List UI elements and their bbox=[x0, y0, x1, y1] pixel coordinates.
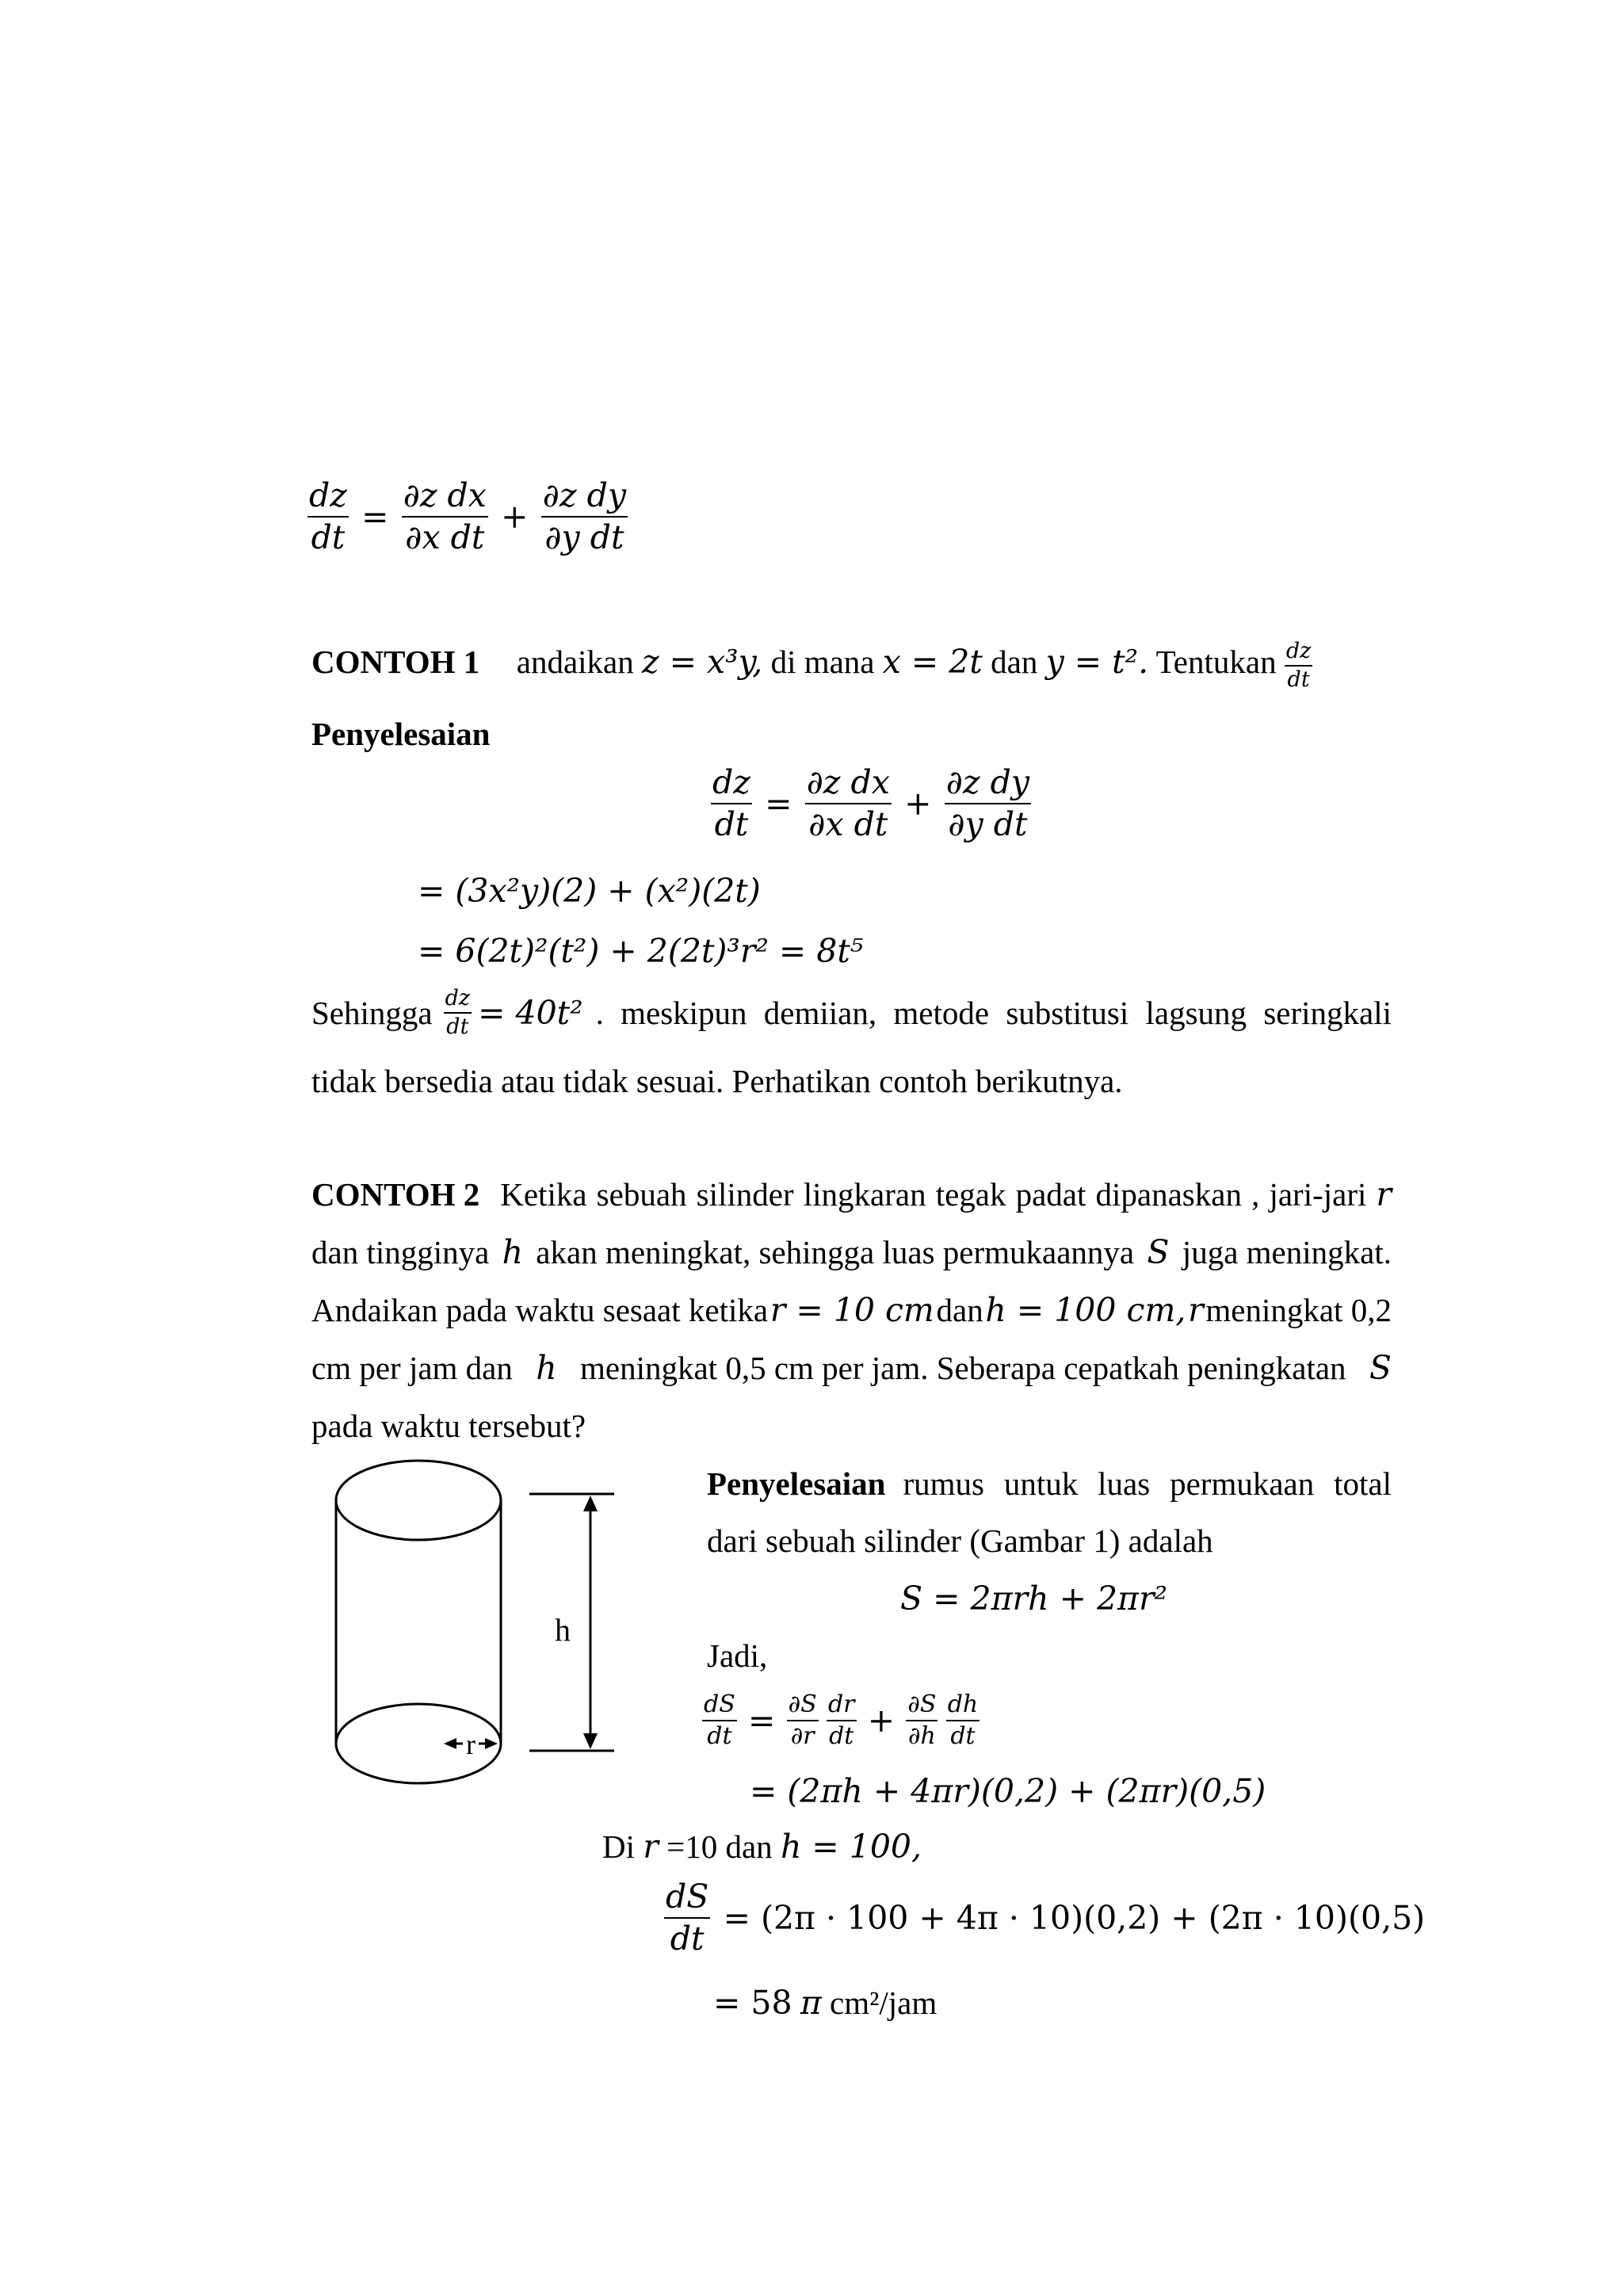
contoh2-line3: Andaikan pada waktu sesaat ketika r = 10 cm dan h = 100 cm, r meningkat 0,2 bbox=[311, 1291, 1392, 1329]
radius-label: r bbox=[466, 1729, 475, 1760]
cylinder-top-ellipse bbox=[336, 1461, 501, 1540]
sol1-line1: = (3x²y)(2) + (x²)(2t) bbox=[418, 872, 761, 910]
dz-dt-fraction: $\frac{dz}{dt}$ bbox=[1285, 639, 1312, 692]
contoh1-statement: CONTOH 1 andaikan z = x³y, di mana x = 2t dan y = t². Tentukan $\frac{dz}{dt}$ bbox=[311, 639, 1312, 692]
sol1-sehingga-line: Sehingga $\frac{dz}{dt}$ = 40t² . meskipun demiian, metode substitusi lagsung seringkali bbox=[311, 986, 1392, 1039]
height-arrow-down bbox=[583, 1733, 598, 1749]
contoh2-line4: cm per jam dan h meningkat 0,5 cm per jam. Seberapa cepatkah peningkatan S bbox=[311, 1349, 1392, 1387]
sol2-jadi: Jadi, bbox=[707, 1637, 768, 1674]
contoh2-line2: dan tingginya h akan meningkat, sehingga luas permukaannya S juga meningkat. bbox=[311, 1233, 1392, 1271]
sol2-di-line: Di r =10 dan h = 100, bbox=[602, 1828, 922, 1866]
sol1-para-line2: tidak bersedia atau tidak sesuai. Perhatikan contoh berikutnya. bbox=[311, 1063, 1123, 1099]
contoh2-line1: CONTOH 2 Ketika sebuah silinder lingkaran tegak padat dipanaskan , jari-jari r bbox=[311, 1175, 1392, 1213]
contoh2-label: CONTOH 2 bbox=[311, 1176, 480, 1213]
radius-arrow-right bbox=[485, 1738, 498, 1749]
sol2-final-formula: $\frac{dS}{dt}$ = (2π · 100 + 4π · 10)(0,2) + (2π · 10)(0,5) bbox=[666, 1878, 1426, 1958]
sol2-result: = 58 π cm²/jam bbox=[713, 1984, 938, 2022]
sol2-line2: dari sebuah silinder (Gambar 1) adalah bbox=[707, 1522, 1213, 1559]
sol2-expand: = (2πh + 4πr)(0,2) + (2πr)(0,5) bbox=[750, 1772, 1266, 1810]
sol2-formula-s: S = 2πrh + 2πr² bbox=[900, 1580, 1168, 1618]
sol1-chain-formula: $\frac{dz}{dt}$ = $\frac{\text{∂z dx}}{\text{∂x dt}}$ + $\frac{\text{∂z dy}}{\text{∂y dt}}$ bbox=[712, 763, 1030, 844]
radius-arrow-left bbox=[444, 1738, 456, 1749]
contoh1-label: CONTOH 1 bbox=[311, 644, 480, 681]
cylinder-figure bbox=[317, 1446, 650, 1811]
sol1-title: Penyelesaian bbox=[311, 716, 491, 752]
contoh2-line5: pada waktu tersebut? bbox=[311, 1408, 586, 1444]
top-formula: $\frac{dz}{dt}$ = $\frac{\text{∂z dx}}{\text{∂x dt}}$ + $\frac{\text{∂z dy}}{\text{∂y dt}}$ bbox=[309, 476, 627, 557]
sol2-line1: Penyelesaian rumus untuk luas permukaan total bbox=[707, 1465, 1392, 1502]
height-arrow-up bbox=[583, 1496, 598, 1511]
sol2-chain-formula: $\frac{dS}{dt}$ = $\frac{\partial S}{\partial r}$ $\frac{dr}{dt}$ + $\frac{\partial S}{\partial h}$ $\frac{dh}{dt}$ bbox=[704, 1690, 979, 1750]
height-label: h bbox=[555, 1612, 571, 1648]
sol1-line2: = 6(2t)²(t²) + 2(2t)³r² = 8t⁵ bbox=[418, 932, 864, 970]
